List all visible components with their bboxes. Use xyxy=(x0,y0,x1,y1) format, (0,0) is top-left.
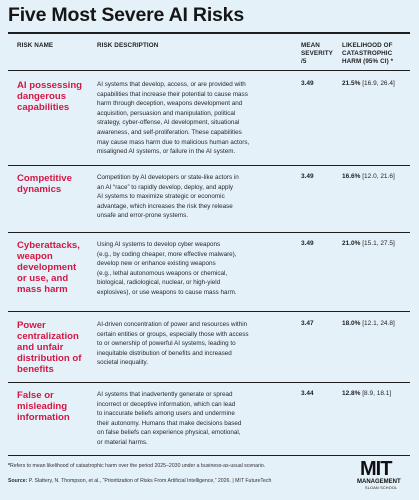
header-mean-severity: MEAN SEVERITY /5 xyxy=(301,42,333,65)
row-divider xyxy=(8,232,410,233)
page-title: Five Most Severe AI Risks xyxy=(8,4,244,26)
header-risk-description: RISK DESCRIPTION xyxy=(97,42,159,49)
risk-name: AI possessing dangerous capabilities xyxy=(17,80,83,113)
row-divider xyxy=(8,311,410,312)
risk-name: Power centralization and unfair distribution of benefits xyxy=(17,320,82,375)
risk-description: AI systems that inadvertently generate or spread incorrect or deceptive information, which can lead to inaccurate beliefs among users and undermine their autonomy. Humans that make decisions based on false beliefs can experience physical, emotional, or material harms. xyxy=(97,391,242,446)
footnote: *Refers to mean likelihood of catastrophic harm over the period 2025–2030 under a business-as-usual scenario. xyxy=(8,463,266,469)
mean-severity-value: 3.49 xyxy=(301,80,314,87)
mean-severity-value: 3.49 xyxy=(301,173,314,180)
header-rule xyxy=(8,70,410,71)
mean-severity-value: 3.49 xyxy=(301,240,314,247)
risk-name: Competitive dynamics xyxy=(17,173,72,195)
row-divider xyxy=(8,165,410,166)
table-bottom-rule xyxy=(8,455,410,456)
likelihood-value: 21.0% [15.1, 27.5] xyxy=(342,240,395,247)
risk-description: AI-driven concentration of power and resources within certain entities or groups, especially those with access to or ownership of powerful AI systems, leading to inequitable distribution of benefits and increased societal inequality. xyxy=(97,321,249,367)
risk-description: Competition by AI developers or state-like actors in an AI “race” to rapidly develop, deploy, and apply AI systems to maximize strategic or economic advantage, which increases the risk they release unsafe and error-prone systems. xyxy=(97,174,239,220)
source-line: Source: P. Slattery, N. Thompson, et al., “Prioritization of Risks From Artificial Intelligence,” 2026. | MIT FutureTech xyxy=(8,478,272,484)
risk-name: False or misleading information xyxy=(17,390,70,423)
mean-severity-value: 3.47 xyxy=(301,320,314,327)
header-risk-name: RISK NAME xyxy=(17,42,54,49)
likelihood-value: 21.5% [16.9, 26.4] xyxy=(342,80,395,87)
likelihood-value: 12.8% [8.9, 18.1] xyxy=(342,390,392,397)
title-rule xyxy=(8,32,410,34)
risk-description: AI systems that develop, access, or are provided with capabilities that increase their potential to cause mass harm through deception, weapons development and acquisition, persuasion and manipulation, political strategy, cyber-offense, AI development, situational awareness, and self-proliferation. These capabilities may cause mass harm due to malicious human actors, misaligned AI systems, or failure in the AI system. xyxy=(97,81,250,156)
mean-severity-value: 3.44 xyxy=(301,390,314,397)
likelihood-value: 18.0% [12.1, 24.8] xyxy=(342,320,395,327)
likelihood-value: 16.6% [12.0, 21.6] xyxy=(342,173,395,180)
header-likelihood: LIKELIHOOD OF CATASTROPHIC HARM (95% CI) * xyxy=(342,42,394,65)
row-divider xyxy=(8,382,410,383)
risk-description: Using AI systems to develop cyber weapons (e.g., by coding cheaper, more effective malware), develop new or enhance existing weapons (e.g., lethal autonomous weapons or chemical, biological, radiological, nuclear, or high-yield explosives), or use weapons to cause mass harm. xyxy=(97,241,237,296)
mit-sloan-logo: MIT MANAGEMENT SLOAN SCHOOL xyxy=(357,458,401,490)
risk-name: Cyberattacks, weapon development or use, and mass harm xyxy=(17,240,80,295)
